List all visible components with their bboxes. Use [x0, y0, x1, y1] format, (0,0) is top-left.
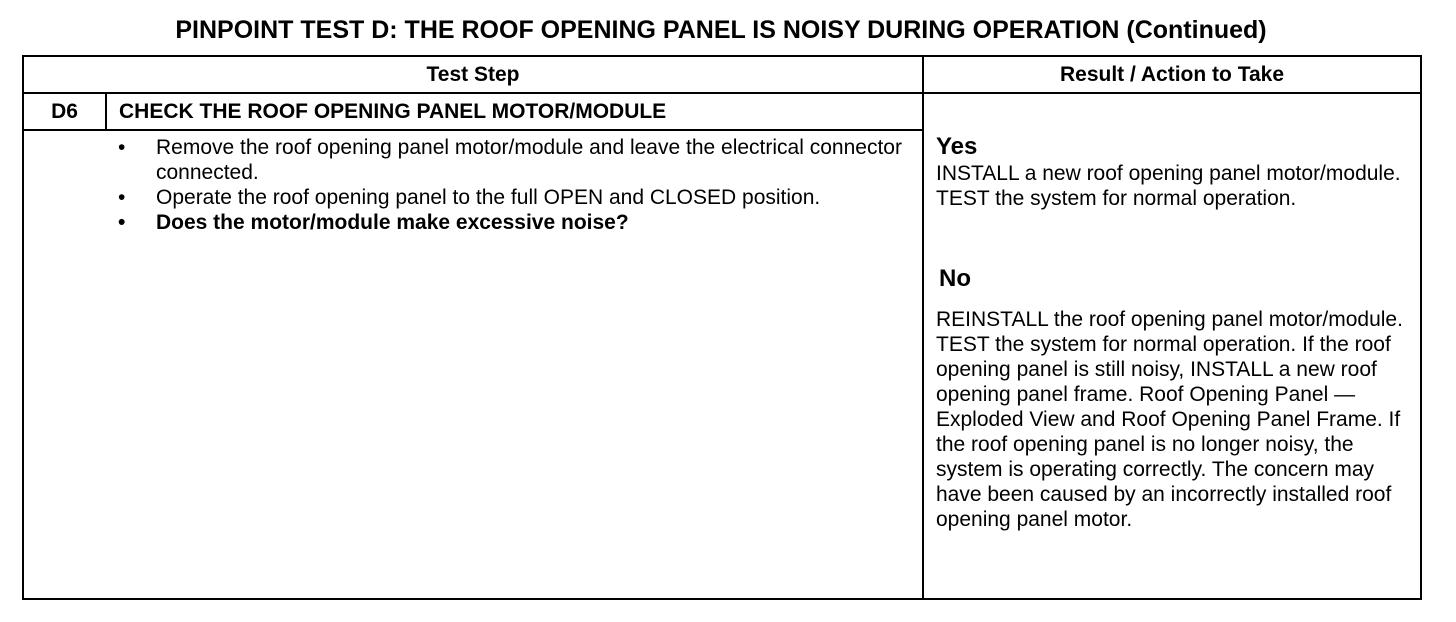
yes-action-text: INSTALL a new roof opening panel motor/module. TEST the system for normal operation.	[936, 162, 1401, 210]
step-instructions	[116, 135, 906, 235]
header-test-step: Test Step	[426, 63, 520, 86]
yes-label: Yes	[936, 133, 978, 160]
no-action-text: REINSTALL the roof opening panel motor/module. TEST the system for normal operation. If the roof opening panel is still noisy, INSTALL a new roof opening panel frame. Roof Opening Panel — Exploded View and Roof Opening Panel Frame. If the roof opening panel is no longer noisy, the system is operating correctly. The concern may have been caused by an incorrectly installed roof opening panel motor.	[936, 308, 1403, 531]
step-id: D6	[51, 100, 78, 123]
pinpoint-test-table	[22, 55, 1422, 600]
bullet-icon: •	[118, 136, 126, 159]
instruction-question	[116, 210, 906, 235]
instruction-text: Operate the roof opening panel to the full OPEN and CLOSED position.	[156, 186, 821, 209]
bullet-icon: •	[118, 186, 126, 209]
instruction-item	[116, 135, 906, 185]
step-title: CHECK THE ROOF OPENING PANEL MOTOR/MODULE	[119, 100, 667, 123]
header-result-action: Result / Action to Take	[1059, 63, 1285, 86]
step-id-divider	[105, 94, 107, 129]
bullet-icon: •	[118, 211, 126, 234]
page-title: PINPOINT TEST D: THE ROOF OPENING PANEL IS NOISY DURING OPERATION (Continued)	[175, 16, 1267, 44]
no-label: No	[939, 265, 971, 292]
column-divider	[922, 57, 924, 598]
instruction-item	[116, 185, 906, 210]
step-row-divider	[24, 129, 922, 131]
result-no	[936, 265, 1418, 532]
instruction-text: Remove the roof opening panel motor/module and leave the electrical connector connected.	[156, 136, 902, 184]
question-text: Does the motor/module make excessive noise?	[156, 211, 629, 234]
result-yes	[936, 133, 1418, 211]
